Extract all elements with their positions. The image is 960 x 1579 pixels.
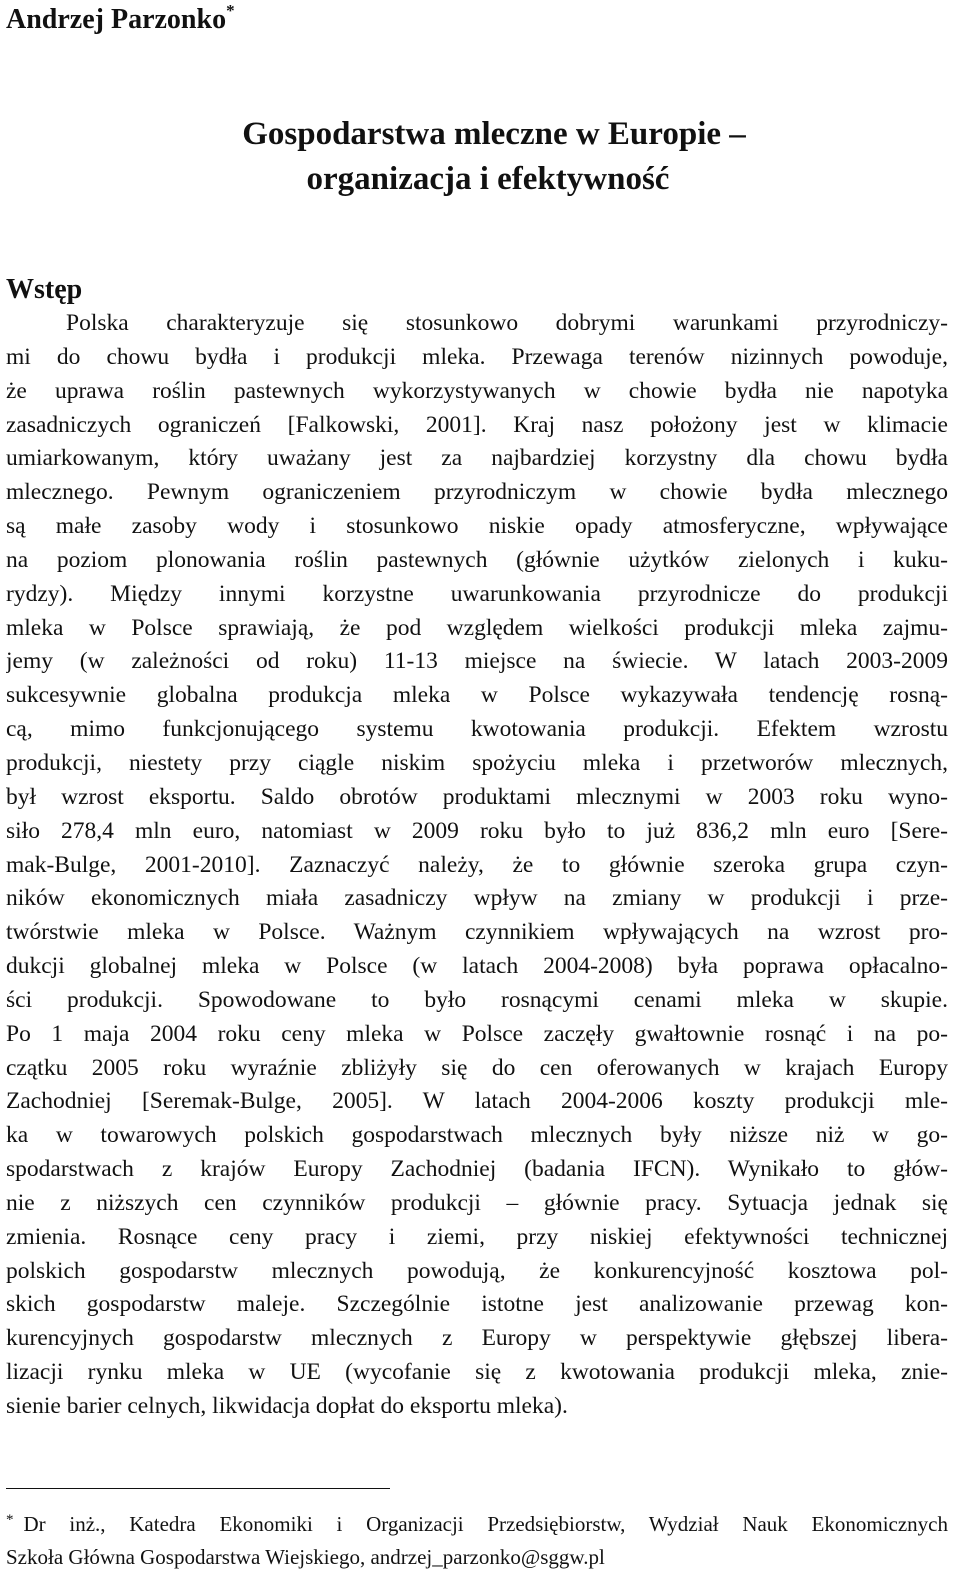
body-text-line: dukcji globalnej mleka w Polsce (w latach 2004-2008) była poprawa opłacalno- (6, 953, 948, 980)
body-text-line: ści produkcji. Spowodowane to było rosnącymi cenami mleka w skupie. (6, 986, 948, 1013)
footnote-affiliation: Dr inż., Katedra Ekonomiki i Organizacji Przedsiębiorstw, Wydział Nauk Ekonomicznych (23, 1512, 948, 1536)
body-text-line: mak-Bulge, 2001-2010]. Zaznaczyć należy, że to głównie szeroka grupa czyn- (6, 851, 948, 878)
article-title-line-1: Gospodarstwa mleczne w Europie – (242, 116, 746, 152)
footnote-line-2: Szkoła Główna Gospodarstwa Wiejskiego, andrzej_parzonko@sggw.pl (6, 1545, 605, 1569)
body-text-line: cą, mimo funkcjonującego systemu kwotowania produkcji. Efektem wzrostu (6, 716, 948, 743)
body-text-line: umiarkowanym, który uważany jest za najbardziej korzystny dla chowu bydła (6, 445, 948, 472)
body-text-line: mleka w Polsce sprawiają, że pod względem wielkości produkcji mleka zajmu- (6, 614, 948, 641)
body-text-line: kurencyjnych gospodarstw mlecznych z Europy w perspektywie głębszej libera- (6, 1325, 948, 1352)
body-text-line: jemy (w zależności od roku) 11-13 miejsce na świecie. W latach 2003-2009 (6, 648, 948, 675)
body-paragraph (6, 307, 948, 1424)
body-text-line: czątku 2005 roku wyraźnie zbliżyły się do cen oferowanych w krajach Europy (6, 1054, 948, 1081)
body-text-line: lizacji rynku mleka w UE (wycofanie się z kwotowania produkcji mleka, znie- (6, 1359, 948, 1386)
body-text-line: rydzy). Między innymi korzystne uwarunkowania przyrodnicze do produkcji (6, 580, 948, 607)
author-name (6, 2, 235, 38)
body-text-line: na poziom plonowania roślin pastewnych (głównie użytków zielonych i kuku- (6, 546, 948, 573)
article-title (0, 112, 960, 202)
body-text-line: mlecznego. Pewnym ograniczeniem przyrodniczym w chowie bydła mlecznego (6, 479, 948, 506)
body-text-line: zmienia. Rosnące ceny pracy i ziemi, przy niskiej efektywności technicznej (6, 1223, 948, 1250)
section-heading: Wstęp (6, 274, 83, 305)
body-text-line: Zachodniej [Seremak-Bulge, 2005]. W latach 2004-2006 koszty produkcji mle- (6, 1088, 948, 1115)
body-text-line: ka w towarowych polskich gospodarstwach mlecznych były niższe niż w go- (6, 1122, 948, 1149)
body-text-line: sienie barier celnych, likwidacja dopłat do eksportu mleka). (6, 1393, 568, 1419)
body-text-line: że uprawa roślin pastewnych wykorzystywanych w chowie bydła nie napotyka (6, 377, 948, 404)
author-name-text: Andrzej Parzonko (6, 4, 227, 35)
body-text-line: sukcesywnie globalna produkcja mleka w Polsce wykazywała tendencję rosną- (6, 682, 948, 709)
body-text-line: twórstwie mleka w Polsce. Ważnym czynnikiem wpływających na wzrost pro- (6, 919, 948, 946)
body-text-line: są małe zasoby wody i stosunkowo niskie opady atmosferyczne, wpływające (6, 513, 948, 540)
footnote (6, 1508, 948, 1574)
body-text-line: nie z niższych cen czynników produkcji – głównie pracy. Sytuacja jednak się (6, 1189, 948, 1216)
body-text-line: ników ekonomicznych miała zasadniczy wpływ na zmiany w produkcji i prze- (6, 885, 948, 912)
body-text-line: siło 278,4 mln euro, natomiast w 2009 roku było to już 836,2 mln euro [Sere- (6, 817, 948, 844)
body-text-line: produkcji, niestety przy ciągle niskim spożyciu mleka i przetworów mlecznych, (6, 749, 948, 776)
body-text-line: polskich gospodarstw mlecznych powodują, że konkurencyjność kosztowa pol- (6, 1257, 948, 1284)
footnote-line-1 (6, 1508, 948, 1541)
body-text-line: Po 1 maja 2004 roku ceny mleka w Polsce zaczęły gwałtownie rosnąć i na po- (6, 1020, 948, 1047)
body-text-line: zasadniczych ograniczeń [Falkowski, 2001]. Kraj nasz położony jest w klimacie (6, 411, 948, 438)
body-text-line: mi do chowu bydła i produkcji mleka. Przewaga terenów nizinnych powoduje, (6, 343, 948, 370)
body-text-line: był wzrost eksportu. Saldo obrotów produktami mlecznymi w 2003 roku wyno- (6, 783, 948, 810)
body-text-line: skich gospodarstw maleje. Szczególnie istotne jest analizowanie przewag kon- (6, 1291, 948, 1318)
author-footnote-mark: * (226, 0, 235, 20)
footnote-rule (6, 1488, 390, 1489)
body-text-line: Polska charakteryzuje się stosunkowo dobrymi warunkami przyrodniczy- (66, 310, 948, 336)
footnote-mark: * (6, 1512, 14, 1528)
body-text-line: spodarstwach z krajów Europy Zachodniej (badania IFCN). Wynikało to głów- (6, 1156, 948, 1183)
article-title-line-2: organizacja i efektywność (306, 161, 670, 197)
